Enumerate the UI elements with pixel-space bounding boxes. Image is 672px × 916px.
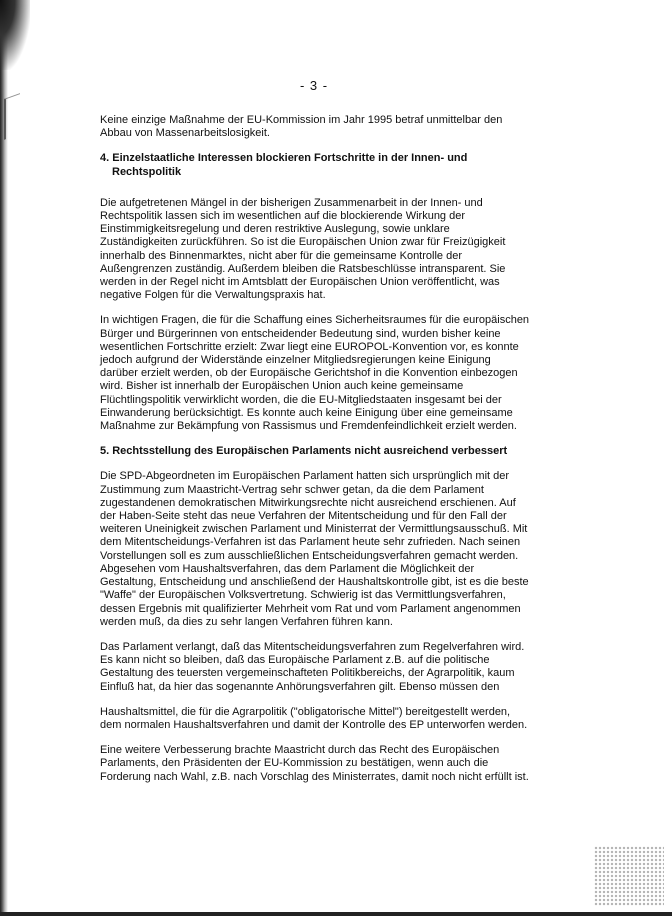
- scan-mark-left: [4, 93, 20, 140]
- intro-paragraph: Keine einzige Maßnahme der EU-Kommission im Jahr 1995 betraf unmittelbar den Abbau von Massenarbeitslosigkeit.: [100, 114, 503, 140]
- section-4-paragraph-2: In wichtigen Fragen, die für die Schaffung eines Sicherheitsraumes für die europäischen Bürger und Bürgerinnen von entscheidender Bedeutung sind, wurden bisher keine wesentlichen Fortschritte erzielt: Zwar liegt eine EUROPOL-Konvention vor, es konnte jedoch aufgrund der Widerstände einzelner Mitgliedsregierungen keine Einigung darüber erzielt werden, ob der Europäische Gerichtshof in die Konvention einbezogen wird. Bisher ist innerhalb der Europäischen Union auch keine gemeinsame Flüchtlingspolitik verwirklicht worden, die die EU-Mitgliedstaaten insgesamt bei der Einwanderung berücksichtigt. Es konnte auch keine Einigung über eine gemeinsame Maßnahme zur Bekämpfung von Rassismus und Fremdenfeindlichkeit erzielt werden.: [100, 314, 530, 433]
- section-5-heading: 5. Rechtsstellung des Europäischen Parlaments nicht ausreichend verbessert: [100, 445, 508, 458]
- scan-shadow-top-left: [0, 0, 30, 70]
- section-5-paragraph-2: Das Parlament verlangt, daß das Mitentscheidungsverfahren zum Regelverfahren wird. Es kann nicht so bleiben, daß das Europäische Parlament z.B. auf die politische Gestaltung des teuersten vergemeinschafteten Politikbereichs, der Agrarpolitik, kaum Einfluß hat, da hier das sogenannte Anhörungsverfahren gilt. Ebenso müssen den: [100, 640, 525, 693]
- page-number: - 3 -: [299, 78, 329, 93]
- document-body: [100, 114, 530, 784]
- section-5-paragraph-3: Haushaltsmittel, die für die Agrarpolitik ("obligatorische Mittel") bereitgestellt werden, dem normalen Haushaltsverfahren und damit der Kontrolle des EP unterworfen werden.: [100, 705, 528, 731]
- section-5-paragraph-4: Eine weitere Verbesserung brachte Maastricht durch das Recht des Europäischen Parlaments, den Präsidenten der EU-Kommission zu bestätigen, wenn auch die Forderung nach Wahl, z.B. nach Vorschlag des Ministerrates, damit noch nicht erfüllt ist.: [100, 744, 529, 783]
- scan-speckle: [594, 846, 664, 906]
- section-5-paragraph-1: Die SPD-Abgeordneten im Europäischen Parlament hatten sich ursprünglich mit der Zustimmung zum Maastricht-Vertrag sehr schwer getan, da die dem Parlament zugestandenen demokratischen Mitwirkungsrechte nicht ausreichend erschienen. Auf der Haben-Seite steht das neue Verfahren der Mitentscheidung und für den Fall der weiteren Uneinigkeit zwischen Parlament und Ministerrat der Vermittlungsausschuß. Mit dem Mitentscheidungs-Verfahren ist das Parlament heute sehr zufrieden. Nach seinen Vorstellungen soll es zum ausschließlichen Entscheidungsverfahren gemacht werden. Abgesehen vom Haushaltsverfahren, das dem Parlament die Möglichkeit der Gestaltung, Entscheidung und anschließend der Haushaltskontrolle gibt, ist es die beste "Waffe" der Europäischen Volksvertretung. Schwierig ist das Vermittlungsverfahren, dessen Ergebnis mit qualifizierter Mehrheit vom Rat und vom Parlament angenommen werden muß, da dies zu sehr langen Verfahren führen kann.: [100, 470, 529, 628]
- scan-edge-bottom: [0, 912, 672, 916]
- section-4-paragraph-1: Die aufgetretenen Mängel in der bisherigen Zusammenarbeit in der Innen- und Rechtspolitik lassen sich im wesentlichen auf die blockierende Wirkung der Einstimmigkeitsregelung und deren restriktive Auslegung, sowie unklare Zuständigkeiten zurückführen. So ist die Europäischen Union zwar für Freizügigkeit innerhalb des Binnenmarktes, nicht aber für die gemeinsame Kontrolle der Außengrenzen zuständig. Außerdem bleiben die Ratsbeschlüsse intransparent. Sie werden in der Regel nicht im Amtsblatt der Europäischen Union veröffentlicht, was negative Folgen für die Verwaltungspraxis hat.: [100, 196, 506, 302]
- section-4-heading: 4. Einzelstaatliche Interessen blockieren Fortschritte in der Innen- und Rechtspolitik: [100, 152, 468, 178]
